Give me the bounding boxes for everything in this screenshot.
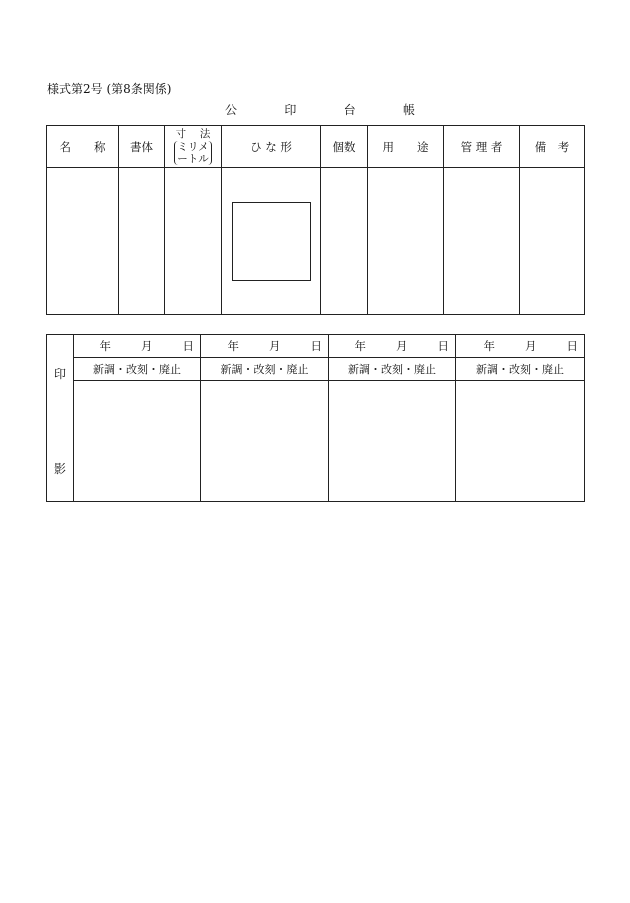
- status-cell: 新調・改刻・廃止: [329, 358, 456, 381]
- date-year: 年: [99, 339, 111, 353]
- impression-stamp-cell[interactable]: [74, 381, 201, 502]
- date-month: 月: [141, 339, 153, 353]
- header-purpose: 用 途: [368, 126, 444, 168]
- cell-manager[interactable]: [444, 168, 520, 315]
- impression-stamp-cell[interactable]: [201, 381, 329, 502]
- title-char: 公: [225, 103, 238, 117]
- dimension-unit-line1: ミリメ: [177, 140, 209, 153]
- form-number: 様式第2号 (第8条関係): [47, 82, 172, 96]
- header-count: 個数: [321, 126, 368, 168]
- date-cell[interactable]: [329, 335, 456, 358]
- date-year: 年: [227, 339, 239, 353]
- impression-label-top: 印: [53, 367, 66, 381]
- date-day: 日: [182, 339, 194, 353]
- cell-remarks[interactable]: [520, 168, 585, 315]
- dimension-unit-line2: ートル: [177, 152, 209, 165]
- date-cell[interactable]: [201, 335, 329, 358]
- header-dimension: [165, 126, 222, 168]
- date-day: 日: [566, 339, 578, 353]
- date-cell[interactable]: [456, 335, 585, 358]
- date-year: 年: [483, 339, 495, 353]
- date-month: 月: [396, 339, 408, 353]
- impression-stamp-cell[interactable]: [456, 381, 585, 502]
- header-font: 書体: [119, 126, 165, 168]
- title-char: 帳: [402, 103, 415, 117]
- date-cell[interactable]: [74, 335, 201, 358]
- date-year: 年: [354, 339, 366, 353]
- date-month: 月: [269, 339, 281, 353]
- register-header-row: [47, 126, 585, 168]
- impression-stamp-row: [47, 381, 585, 502]
- cell-font[interactable]: [119, 168, 165, 315]
- impression-label-bottom: 影: [53, 462, 66, 476]
- cell-pattern[interactable]: [222, 168, 321, 315]
- status-cell: 新調・改刻・廃止: [74, 358, 201, 381]
- status-cell: 新調・改刻・廃止: [201, 358, 329, 381]
- date-day: 日: [437, 339, 449, 353]
- header-name: 名 称: [47, 126, 119, 168]
- impression-status-row: [47, 358, 585, 381]
- cell-purpose[interactable]: [368, 168, 444, 315]
- cell-count[interactable]: [321, 168, 368, 315]
- header-dimension-label: 寸 法: [175, 127, 216, 140]
- status-cell: 新調・改刻・廃止: [456, 358, 585, 381]
- cell-dimension[interactable]: [165, 168, 222, 315]
- impression-stamp-cell[interactable]: [329, 381, 456, 502]
- header-manager: 管 理 者: [444, 126, 520, 168]
- register-entry-row: [47, 168, 585, 315]
- seal-register-table: [46, 125, 585, 315]
- seal-pattern-box: [232, 202, 311, 281]
- header-remarks: 備 考: [520, 126, 585, 168]
- seal-impression-table: [46, 334, 585, 502]
- date-month: 月: [525, 339, 537, 353]
- impression-label: [47, 335, 74, 502]
- header-dimension-unit: [174, 141, 212, 165]
- impression-date-row: [47, 335, 585, 358]
- title-char: 台: [343, 103, 356, 117]
- cell-name[interactable]: [47, 168, 119, 315]
- date-day: 日: [310, 339, 322, 353]
- title-char: 印: [284, 103, 297, 117]
- header-pattern: ひ な 形: [222, 126, 321, 168]
- form-title: [225, 101, 415, 118]
